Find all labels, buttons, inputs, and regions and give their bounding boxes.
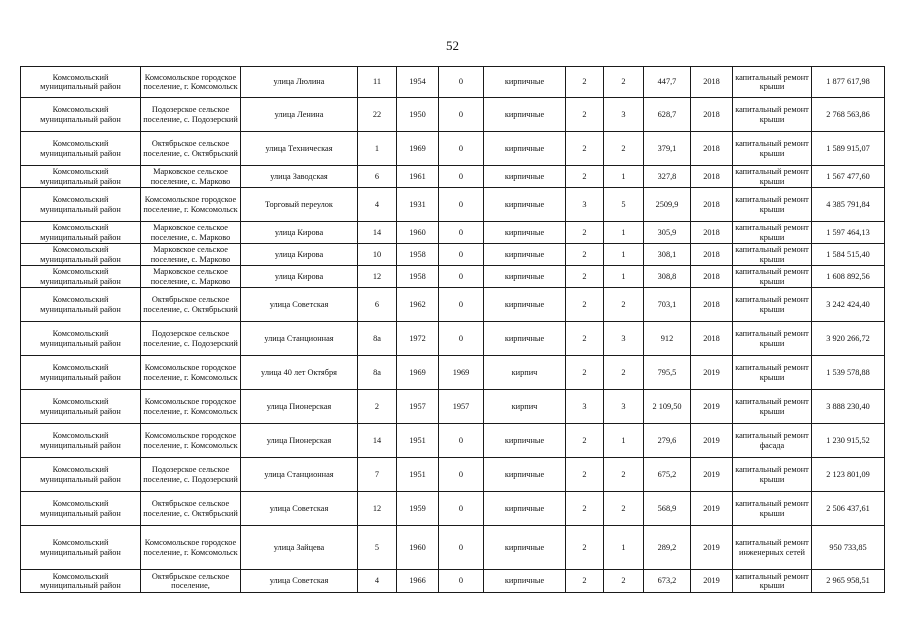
area-cell: 447,7 <box>644 67 691 98</box>
cost-cell: 3 888 230,40 <box>812 390 885 424</box>
year-built-cell: 1957 <box>397 390 439 424</box>
street-cell: улица Пионерская <box>241 424 358 458</box>
floors-cell: 2 <box>566 526 604 570</box>
street-cell: улица 40 лет Октября <box>241 356 358 390</box>
district-cell: Комсомольский муниципальный район <box>21 570 141 593</box>
table-row <box>21 424 885 458</box>
repair-year-cell: 2019 <box>691 390 733 424</box>
table-row <box>21 288 885 322</box>
street-cell: улица Станционная <box>241 458 358 492</box>
year-reconstructed-cell: 0 <box>439 67 484 98</box>
repair-year-cell: 2018 <box>691 166 733 188</box>
wall-material-cell: кирпичные <box>484 244 566 266</box>
floors-cell: 2 <box>566 166 604 188</box>
work-type-cell: капитальный ремонт крыши <box>733 132 812 166</box>
floors-cell: 2 <box>566 222 604 244</box>
year-built-cell: 1951 <box>397 424 439 458</box>
house-number-cell: 11 <box>358 67 397 98</box>
entrances-cell: 1 <box>604 266 644 288</box>
area-cell: 289,2 <box>644 526 691 570</box>
year-reconstructed-cell: 0 <box>439 458 484 492</box>
work-type-cell: капитальный ремонт крыши <box>733 492 812 526</box>
settlement-cell: Комсомольское городское поселение, г. Комсомольск <box>141 424 241 458</box>
street-cell: улица Советская <box>241 288 358 322</box>
table-row <box>21 322 885 356</box>
street-cell: улица Ленина <box>241 98 358 132</box>
cost-cell: 4 385 791,84 <box>812 188 885 222</box>
entrances-cell: 2 <box>604 132 644 166</box>
year-built-cell: 1958 <box>397 244 439 266</box>
street-cell: улица Кирова <box>241 266 358 288</box>
wall-material-cell: кирпичные <box>484 188 566 222</box>
street-cell: улица Кирова <box>241 222 358 244</box>
year-built-cell: 1951 <box>397 458 439 492</box>
year-reconstructed-cell: 0 <box>439 98 484 132</box>
year-built-cell: 1931 <box>397 188 439 222</box>
year-built-cell: 1969 <box>397 356 439 390</box>
wall-material-cell: кирпичные <box>484 492 566 526</box>
floors-cell: 3 <box>566 188 604 222</box>
repair-year-cell: 2018 <box>691 244 733 266</box>
settlement-cell: Октябрьское сельское поселение, с. Октябрьский <box>141 288 241 322</box>
repair-year-cell: 2018 <box>691 98 733 132</box>
work-type-cell: капитальный ремонт крыши <box>733 266 812 288</box>
entrances-cell: 1 <box>604 222 644 244</box>
table-row <box>21 458 885 492</box>
house-number-cell: 4 <box>358 570 397 593</box>
year-reconstructed-cell: 0 <box>439 188 484 222</box>
work-type-cell: капитальный ремонт крыши <box>733 458 812 492</box>
entrances-cell: 2 <box>604 492 644 526</box>
year-built-cell: 1960 <box>397 222 439 244</box>
house-number-cell: 7 <box>358 458 397 492</box>
house-number-cell: 5 <box>358 526 397 570</box>
settlement-cell: Комсомольское городское поселение, г. Комсомольск <box>141 67 241 98</box>
year-reconstructed-cell: 0 <box>439 288 484 322</box>
cost-cell: 1 584 515,40 <box>812 244 885 266</box>
cost-cell: 1 230 915,52 <box>812 424 885 458</box>
house-number-cell: 6 <box>358 166 397 188</box>
wall-material-cell: кирпичные <box>484 322 566 356</box>
settlement-cell: Подозерское сельское поселение, с. Подозерский <box>141 322 241 356</box>
floors-cell: 2 <box>566 356 604 390</box>
work-type-cell: капитальный ремонт крыши <box>733 98 812 132</box>
year-reconstructed-cell: 0 <box>439 526 484 570</box>
year-reconstructed-cell: 1969 <box>439 356 484 390</box>
repair-year-cell: 2018 <box>691 266 733 288</box>
year-built-cell: 1958 <box>397 266 439 288</box>
house-number-cell: 12 <box>358 492 397 526</box>
entrances-cell: 2 <box>604 458 644 492</box>
entrances-cell: 2 <box>604 288 644 322</box>
year-reconstructed-cell: 0 <box>439 166 484 188</box>
work-type-cell: капитальный ремонт крыши <box>733 67 812 98</box>
year-reconstructed-cell: 0 <box>439 266 484 288</box>
house-number-cell: 8а <box>358 356 397 390</box>
street-cell: улица Люлина <box>241 67 358 98</box>
district-cell: Комсомольский муниципальный район <box>21 222 141 244</box>
repair-year-cell: 2018 <box>691 322 733 356</box>
entrances-cell: 1 <box>604 526 644 570</box>
year-built-cell: 1950 <box>397 98 439 132</box>
cost-cell: 1 589 915,07 <box>812 132 885 166</box>
cost-cell: 1 597 464,13 <box>812 222 885 244</box>
district-cell: Комсомольский муниципальный район <box>21 188 141 222</box>
cost-cell: 3 242 424,40 <box>812 288 885 322</box>
entrances-cell: 2 <box>604 67 644 98</box>
entrances-cell: 3 <box>604 98 644 132</box>
house-number-cell: 14 <box>358 222 397 244</box>
year-built-cell: 1961 <box>397 166 439 188</box>
area-cell: 2509,9 <box>644 188 691 222</box>
street-cell: улица Станционная <box>241 322 358 356</box>
year-reconstructed-cell: 0 <box>439 322 484 356</box>
table-row <box>21 356 885 390</box>
house-number-cell: 4 <box>358 188 397 222</box>
repair-year-cell: 2018 <box>691 132 733 166</box>
table-row <box>21 67 885 98</box>
cost-cell: 2 768 563,86 <box>812 98 885 132</box>
floors-cell: 2 <box>566 288 604 322</box>
repair-year-cell: 2019 <box>691 458 733 492</box>
area-cell: 795,5 <box>644 356 691 390</box>
year-reconstructed-cell: 0 <box>439 492 484 526</box>
repair-year-cell: 2018 <box>691 67 733 98</box>
entrances-cell: 2 <box>604 570 644 593</box>
year-built-cell: 1954 <box>397 67 439 98</box>
floors-cell: 2 <box>566 458 604 492</box>
cost-cell: 3 920 266,72 <box>812 322 885 356</box>
settlement-cell: Комсомольское городское поселение, г. Комсомольск <box>141 526 241 570</box>
floors-cell: 2 <box>566 132 604 166</box>
cost-cell: 1 539 578,88 <box>812 356 885 390</box>
settlement-cell: Комсомольское городское поселение, г. Комсомольск <box>141 356 241 390</box>
entrances-cell: 3 <box>604 322 644 356</box>
wall-material-cell: кирпичные <box>484 132 566 166</box>
table-row <box>21 222 885 244</box>
entrances-cell: 1 <box>604 244 644 266</box>
floors-cell: 2 <box>566 424 604 458</box>
district-cell: Комсомольский муниципальный район <box>21 526 141 570</box>
settlement-cell: Комсомольское городское поселение, г. Комсомольск <box>141 390 241 424</box>
year-reconstructed-cell: 0 <box>439 222 484 244</box>
year-built-cell: 1960 <box>397 526 439 570</box>
repair-year-cell: 2018 <box>691 288 733 322</box>
wall-material-cell: кирпичные <box>484 570 566 593</box>
area-cell: 2 109,50 <box>644 390 691 424</box>
street-cell: улица Зайцева <box>241 526 358 570</box>
house-number-cell: 14 <box>358 424 397 458</box>
cost-cell: 1 877 617,98 <box>812 67 885 98</box>
work-type-cell: капитальный ремонт крыши <box>733 570 812 593</box>
street-cell: улица Советская <box>241 570 358 593</box>
wall-material-cell: кирпич <box>484 390 566 424</box>
cost-cell: 2 123 801,09 <box>812 458 885 492</box>
district-cell: Комсомольский муниципальный район <box>21 166 141 188</box>
wall-material-cell: кирпичные <box>484 526 566 570</box>
year-reconstructed-cell: 0 <box>439 244 484 266</box>
area-cell: 308,1 <box>644 244 691 266</box>
repair-year-cell: 2019 <box>691 424 733 458</box>
street-cell: Торговый переулок <box>241 188 358 222</box>
work-type-cell: капитальный ремонт крыши <box>733 166 812 188</box>
house-number-cell: 10 <box>358 244 397 266</box>
house-number-cell: 8а <box>358 322 397 356</box>
table-row <box>21 266 885 288</box>
house-number-cell: 1 <box>358 132 397 166</box>
street-cell: улица Кирова <box>241 244 358 266</box>
table-row <box>21 492 885 526</box>
floors-cell: 2 <box>566 492 604 526</box>
entrances-cell: 5 <box>604 188 644 222</box>
area-cell: 279,6 <box>644 424 691 458</box>
work-type-cell: капитальный ремонт фасада <box>733 424 812 458</box>
wall-material-cell: кирпичные <box>484 67 566 98</box>
repair-year-cell: 2019 <box>691 492 733 526</box>
street-cell: улица Техническая <box>241 132 358 166</box>
floors-cell: 2 <box>566 244 604 266</box>
table-row <box>21 188 885 222</box>
wall-material-cell: кирпичные <box>484 98 566 132</box>
district-cell: Комсомольский муниципальный район <box>21 98 141 132</box>
floors-cell: 2 <box>566 266 604 288</box>
cost-cell: 2 965 958,51 <box>812 570 885 593</box>
settlement-cell: Комсомольское городское поселение, г. Комсомольск <box>141 188 241 222</box>
street-cell: улица Заводская <box>241 166 358 188</box>
year-built-cell: 1972 <box>397 322 439 356</box>
area-cell: 568,9 <box>644 492 691 526</box>
year-reconstructed-cell: 0 <box>439 570 484 593</box>
year-reconstructed-cell: 0 <box>439 132 484 166</box>
cost-cell: 950 733,85 <box>812 526 885 570</box>
street-cell: улица Пионерская <box>241 390 358 424</box>
area-cell: 703,1 <box>644 288 691 322</box>
repair-year-cell: 2018 <box>691 222 733 244</box>
table-row <box>21 526 885 570</box>
table-row <box>21 166 885 188</box>
wall-material-cell: кирпичные <box>484 458 566 492</box>
work-type-cell: капитальный ремонт крыши <box>733 288 812 322</box>
district-cell: Комсомольский муниципальный район <box>21 322 141 356</box>
district-cell: Комсомольский муниципальный район <box>21 288 141 322</box>
district-cell: Комсомольский муниципальный район <box>21 390 141 424</box>
area-cell: 379,1 <box>644 132 691 166</box>
settlement-cell: Подозерское сельское поселение, с. Подозерский <box>141 458 241 492</box>
wall-material-cell: кирпич <box>484 356 566 390</box>
table-row <box>21 390 885 424</box>
work-type-cell: капитальный ремонт крыши <box>733 188 812 222</box>
settlement-cell: Марковское сельское поселение, с. Марково <box>141 244 241 266</box>
area-cell: 628,7 <box>644 98 691 132</box>
district-cell: Комсомольский муниципальный район <box>21 266 141 288</box>
housing-repair-table <box>20 66 885 593</box>
entrances-cell: 2 <box>604 356 644 390</box>
cost-cell: 2 506 437,61 <box>812 492 885 526</box>
work-type-cell: капитальный ремонт крыши <box>733 244 812 266</box>
page-number: 52 <box>446 38 459 53</box>
repair-year-cell: 2018 <box>691 188 733 222</box>
settlement-cell: Подозерское сельское поселение, с. Подозерский <box>141 98 241 132</box>
district-cell: Комсомольский муниципальный район <box>21 458 141 492</box>
house-number-cell: 2 <box>358 390 397 424</box>
repair-year-cell: 2019 <box>691 570 733 593</box>
area-cell: 673,2 <box>644 570 691 593</box>
floors-cell: 2 <box>566 67 604 98</box>
year-built-cell: 1962 <box>397 288 439 322</box>
area-cell: 305,9 <box>644 222 691 244</box>
district-cell: Комсомольский муниципальный район <box>21 424 141 458</box>
entrances-cell: 1 <box>604 166 644 188</box>
area-cell: 675,2 <box>644 458 691 492</box>
year-built-cell: 1969 <box>397 132 439 166</box>
wall-material-cell: кирпичные <box>484 166 566 188</box>
house-number-cell: 12 <box>358 266 397 288</box>
year-built-cell: 1966 <box>397 570 439 593</box>
table-row <box>21 132 885 166</box>
district-cell: Комсомольский муниципальный район <box>21 244 141 266</box>
table-row <box>21 570 885 593</box>
wall-material-cell: кирпичные <box>484 424 566 458</box>
area-cell: 912 <box>644 322 691 356</box>
repair-year-cell: 2019 <box>691 356 733 390</box>
settlement-cell: Октябрьское сельское поселение, с. Октябрьский <box>141 492 241 526</box>
cost-cell: 1 567 477,60 <box>812 166 885 188</box>
district-cell: Комсомольский муниципальный район <box>21 492 141 526</box>
year-reconstructed-cell: 1957 <box>439 390 484 424</box>
settlement-cell: Марковское сельское поселение, с. Марково <box>141 222 241 244</box>
settlement-cell: Октябрьское сельское поселение, с. Октябрьский <box>141 132 241 166</box>
house-number-cell: 6 <box>358 288 397 322</box>
floors-cell: 2 <box>566 570 604 593</box>
floors-cell: 2 <box>566 98 604 132</box>
floors-cell: 3 <box>566 390 604 424</box>
district-cell: Комсомольский муниципальный район <box>21 67 141 98</box>
year-reconstructed-cell: 0 <box>439 424 484 458</box>
work-type-cell: капитальный ремонт крыши <box>733 356 812 390</box>
settlement-cell: Марковское сельское поселение, с. Марково <box>141 266 241 288</box>
entrances-cell: 3 <box>604 390 644 424</box>
repair-year-cell: 2019 <box>691 526 733 570</box>
work-type-cell: капитальный ремонт крыши <box>733 322 812 356</box>
house-number-cell: 22 <box>358 98 397 132</box>
district-cell: Комсомольский муниципальный район <box>21 132 141 166</box>
work-type-cell: капитальный ремонт инженерных сетей <box>733 526 812 570</box>
year-built-cell: 1959 <box>397 492 439 526</box>
wall-material-cell: кирпичные <box>484 222 566 244</box>
settlement-cell: Марковское сельское поселение, с. Марково <box>141 166 241 188</box>
work-type-cell: капитальный ремонт крыши <box>733 222 812 244</box>
area-cell: 308,8 <box>644 266 691 288</box>
district-cell: Комсомольский муниципальный район <box>21 356 141 390</box>
wall-material-cell: кирпичные <box>484 266 566 288</box>
entrances-cell: 1 <box>604 424 644 458</box>
table-row <box>21 244 885 266</box>
area-cell: 327,8 <box>644 166 691 188</box>
table-row <box>21 98 885 132</box>
work-type-cell: капитальный ремонт крыши <box>733 390 812 424</box>
street-cell: улица Советская <box>241 492 358 526</box>
wall-material-cell: кирпичные <box>484 288 566 322</box>
settlement-cell: Октябрьское сельское поселение, <box>141 570 241 593</box>
floors-cell: 2 <box>566 322 604 356</box>
cost-cell: 1 608 892,56 <box>812 266 885 288</box>
